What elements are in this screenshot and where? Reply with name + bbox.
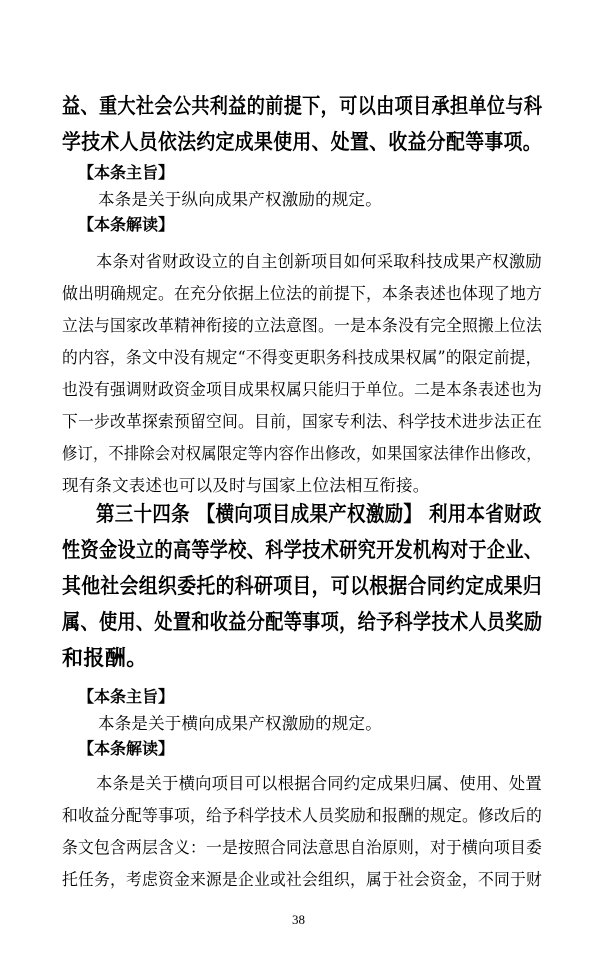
- article-34-line-3: 其他社会组织委托的科研项目，可以根据合同约定成果归: [62, 574, 543, 598]
- article-34-line-2: 性资金设立的高等学校、科学技术研究开发机构对于企业、: [62, 538, 543, 562]
- section-1-interpretation-line: 现有条文表述也可以及时与国家上位法相互衔接。: [62, 476, 430, 495]
- section-2-interpretation-line: 本条是关于横向项目可以根据合同约定成果归属、使用、处置: [96, 774, 542, 793]
- section-2-interpretation-line: 条文包含两层含义：一是按照合同法意思自治原则，对于横向项目委: [62, 838, 543, 857]
- section-1-interpretation-line: 本条对省财政设立的自主创新项目如何采取科技成果产权激励: [96, 252, 542, 271]
- article-34-line-5: 和报酬。: [62, 646, 148, 670]
- section-1-interpretation-line: 立法与国家改革精神衔接的立法意图。一是本条没有完全照搬上位法: [62, 316, 543, 335]
- article-34-line-4: 属、使用、处置和收益分配等事项，给予科学技术人员奖励: [62, 610, 543, 634]
- section-1-purpose-text: 本条是关于纵向成果产权激励的规定。: [98, 190, 382, 209]
- section-2-interpretation-line: 托任务，考虑资金来源是企业或社会组织，属于社会资金，不同于财: [62, 870, 543, 889]
- section-1-interpretation-line: 也没有强调财政资金项目成果权属只能归于单位。二是本条表述也为: [62, 380, 543, 399]
- section-1-interpretation-heading: 【本条解读】: [78, 215, 175, 234]
- section-1-interpretation-line: 做出明确规定。在充分依据上位法的前提下，本条表述也体现了地方: [62, 284, 543, 303]
- page-number: 38: [292, 912, 305, 927]
- section-1-interpretation-line: 的内容，条文中没有规定“不得变更职务科技成果权属”的限定前提，: [62, 348, 542, 367]
- article-33-line-1: 益、重大社会公共利益的前提下，可以由项目承担单位与科: [62, 94, 543, 118]
- section-2-purpose-heading: 【本条主旨】: [78, 687, 175, 706]
- section-1-interpretation-line: 修订，不排除会对权属限定等内容作出修改，如果国家法律作出修改，: [62, 444, 542, 463]
- article-34-line-1: 第三十四条 【横向项目成果产权激励】 利用本省财政: [96, 502, 542, 526]
- article-33-line-2: 学技术人员依法约定成果使用、处置、收益分配等事项。: [62, 130, 543, 154]
- section-1-purpose-heading: 【本条主旨】: [78, 163, 175, 182]
- section-1-interpretation-line: 下一步改革探索预留空间。目前，国家专利法、科学技术进步法正在: [62, 412, 543, 431]
- section-2-interpretation-line: 和收益分配等事项，给予科学技术人员奖励和报酬的规定。修改后的: [62, 806, 543, 825]
- section-2-purpose-text: 本条是关于横向成果产权激励的规定。: [98, 714, 382, 733]
- section-2-interpretation-heading: 【本条解读】: [78, 739, 175, 758]
